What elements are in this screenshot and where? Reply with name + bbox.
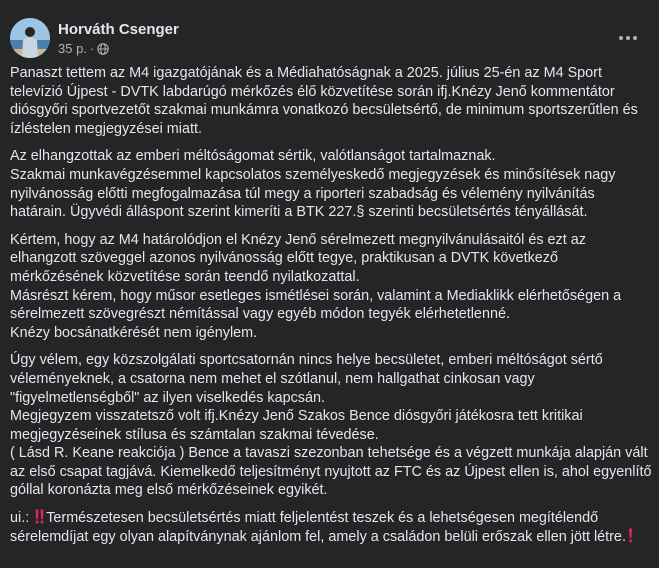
red-exclamation-icon — [34, 509, 45, 524]
avatar-photo — [10, 18, 50, 58]
note-prefix: ui.: — [10, 510, 34, 527]
author-avatar[interactable] — [10, 18, 50, 58]
text-line: ( Lásd R. Keane reakciója ) Bence a tavaszi szezonban tehetsége és a végzett munkája alapján vált — [10, 445, 648, 462]
post-paragraph — [10, 64, 650, 138]
text-line: góllal koronázta meg első mérkőzéseinek egyikét. — [10, 482, 328, 499]
more-options-button[interactable] — [612, 24, 644, 52]
text-line: Az elhangzottak az emberi méltóságomat sértik, valótlanságot tartalmaznak. — [10, 148, 496, 165]
post-timestamp[interactable]: 35 p. — [58, 41, 87, 56]
post-text — [10, 64, 650, 555]
text-line: ízléstelen megjegyzései miatt. — [10, 120, 202, 137]
text-line: televízió Újpest - DVTK labdarúgó mérkőzés élő közvetítése során ifj.Knézy Jenő kommentátor — [10, 83, 615, 100]
post-header — [0, 0, 659, 62]
text-line: véleményeknek, a csatorna nem mehet el szótlanul, nem hallgathat cinkosan vagy — [10, 370, 535, 387]
text-line: Knézy bocsánatkérését nem igénylem. — [10, 324, 258, 341]
text-line: sérelmezett szövegrészt némítással vagy egyéb módon tegyék elérhetetlenné. — [10, 306, 510, 323]
text-line: határain. Ügyvédi álláspont szerint kimeríti a BTK 227.§ szerinti becsületsértés tényállását. — [10, 204, 588, 221]
text-line: mérkőzésének közvetítése során teendő nyilatkozattal. — [10, 268, 360, 285]
text-line: Megjegyzem visszatetsző volt ifj.Knézy Jenő Szakos Bence diósgyőri játékosra tett kritikai — [10, 408, 583, 425]
post-meta — [58, 41, 109, 57]
text-line — [10, 528, 650, 547]
text-line — [10, 509, 650, 528]
note-text-line1: Természetesen becsületsértés miatt feljelentést teszek és a lehetségesen megítélendő — [46, 510, 599, 527]
post-paragraph — [10, 231, 650, 343]
note-text-line2: sérelemdíjat egy olyan alapítványnak ajánlom fel, amely a családon belüli erőszak ellen jött létre. — [10, 528, 626, 545]
text-line: Szakmai munkavégzésemmel kapcsolatos személyeskedő megjegyzések és minősítések nagy — [10, 166, 616, 183]
text-line: Kértem, hogy az M4 határolódjon el Knézy Jenő sérelmezett megnyilvánulásaitól és ezt az — [10, 231, 586, 248]
text-line: Úgy vélem, egy közszolgálati sportcsatornán nincs helye becsületet, emberi méltóságot sértő — [10, 352, 603, 369]
text-line: Másrészt kérem, hogy műsor esetleges ismétlései során, valamint a Mediaklikk elérhetőségen a — [10, 287, 622, 304]
red-exclamation-icon — [627, 528, 638, 543]
author-name[interactable]: Horváth Csenger — [58, 21, 179, 38]
text-line: az első csapat tagjává. Kiemelkedő teljesítményt nyujtott az FTC és az Újpest ellen is, ahol egyenlítő — [10, 463, 652, 480]
post-paragraph — [10, 147, 650, 221]
text-line: "figyelmetlenségből" az ilyen viselkedés kapcsán. — [10, 389, 325, 406]
text-line: diósgyőri sportvezetőt szakmai munkámra vonatkozó becsületsértő, de minimum sportszerűtlen és — [10, 102, 638, 119]
meta-separator: · — [89, 41, 95, 56]
text-line: Panaszt tettem az M4 igazgatójának és a Médiahatóságnak a 2025. július 25-én az M4 Sport — [10, 65, 602, 81]
globe-icon[interactable] — [97, 43, 109, 55]
post-paragraph-final — [10, 509, 650, 546]
text-line: megjegyzéseinek stílusa és számtalan szakmai tévedése. — [10, 426, 379, 443]
more-options-icon — [618, 35, 638, 41]
text-line: elhangzott szöveggel azonos nyilvánosság előtt tegye, praktikusan a DVTK következő — [10, 250, 558, 267]
post-paragraph — [10, 351, 650, 500]
text-line: nyilvánosság előtti megfogalmazása túl megy a riporteri szabadság és vélemény nyilvánítás — [10, 185, 595, 202]
